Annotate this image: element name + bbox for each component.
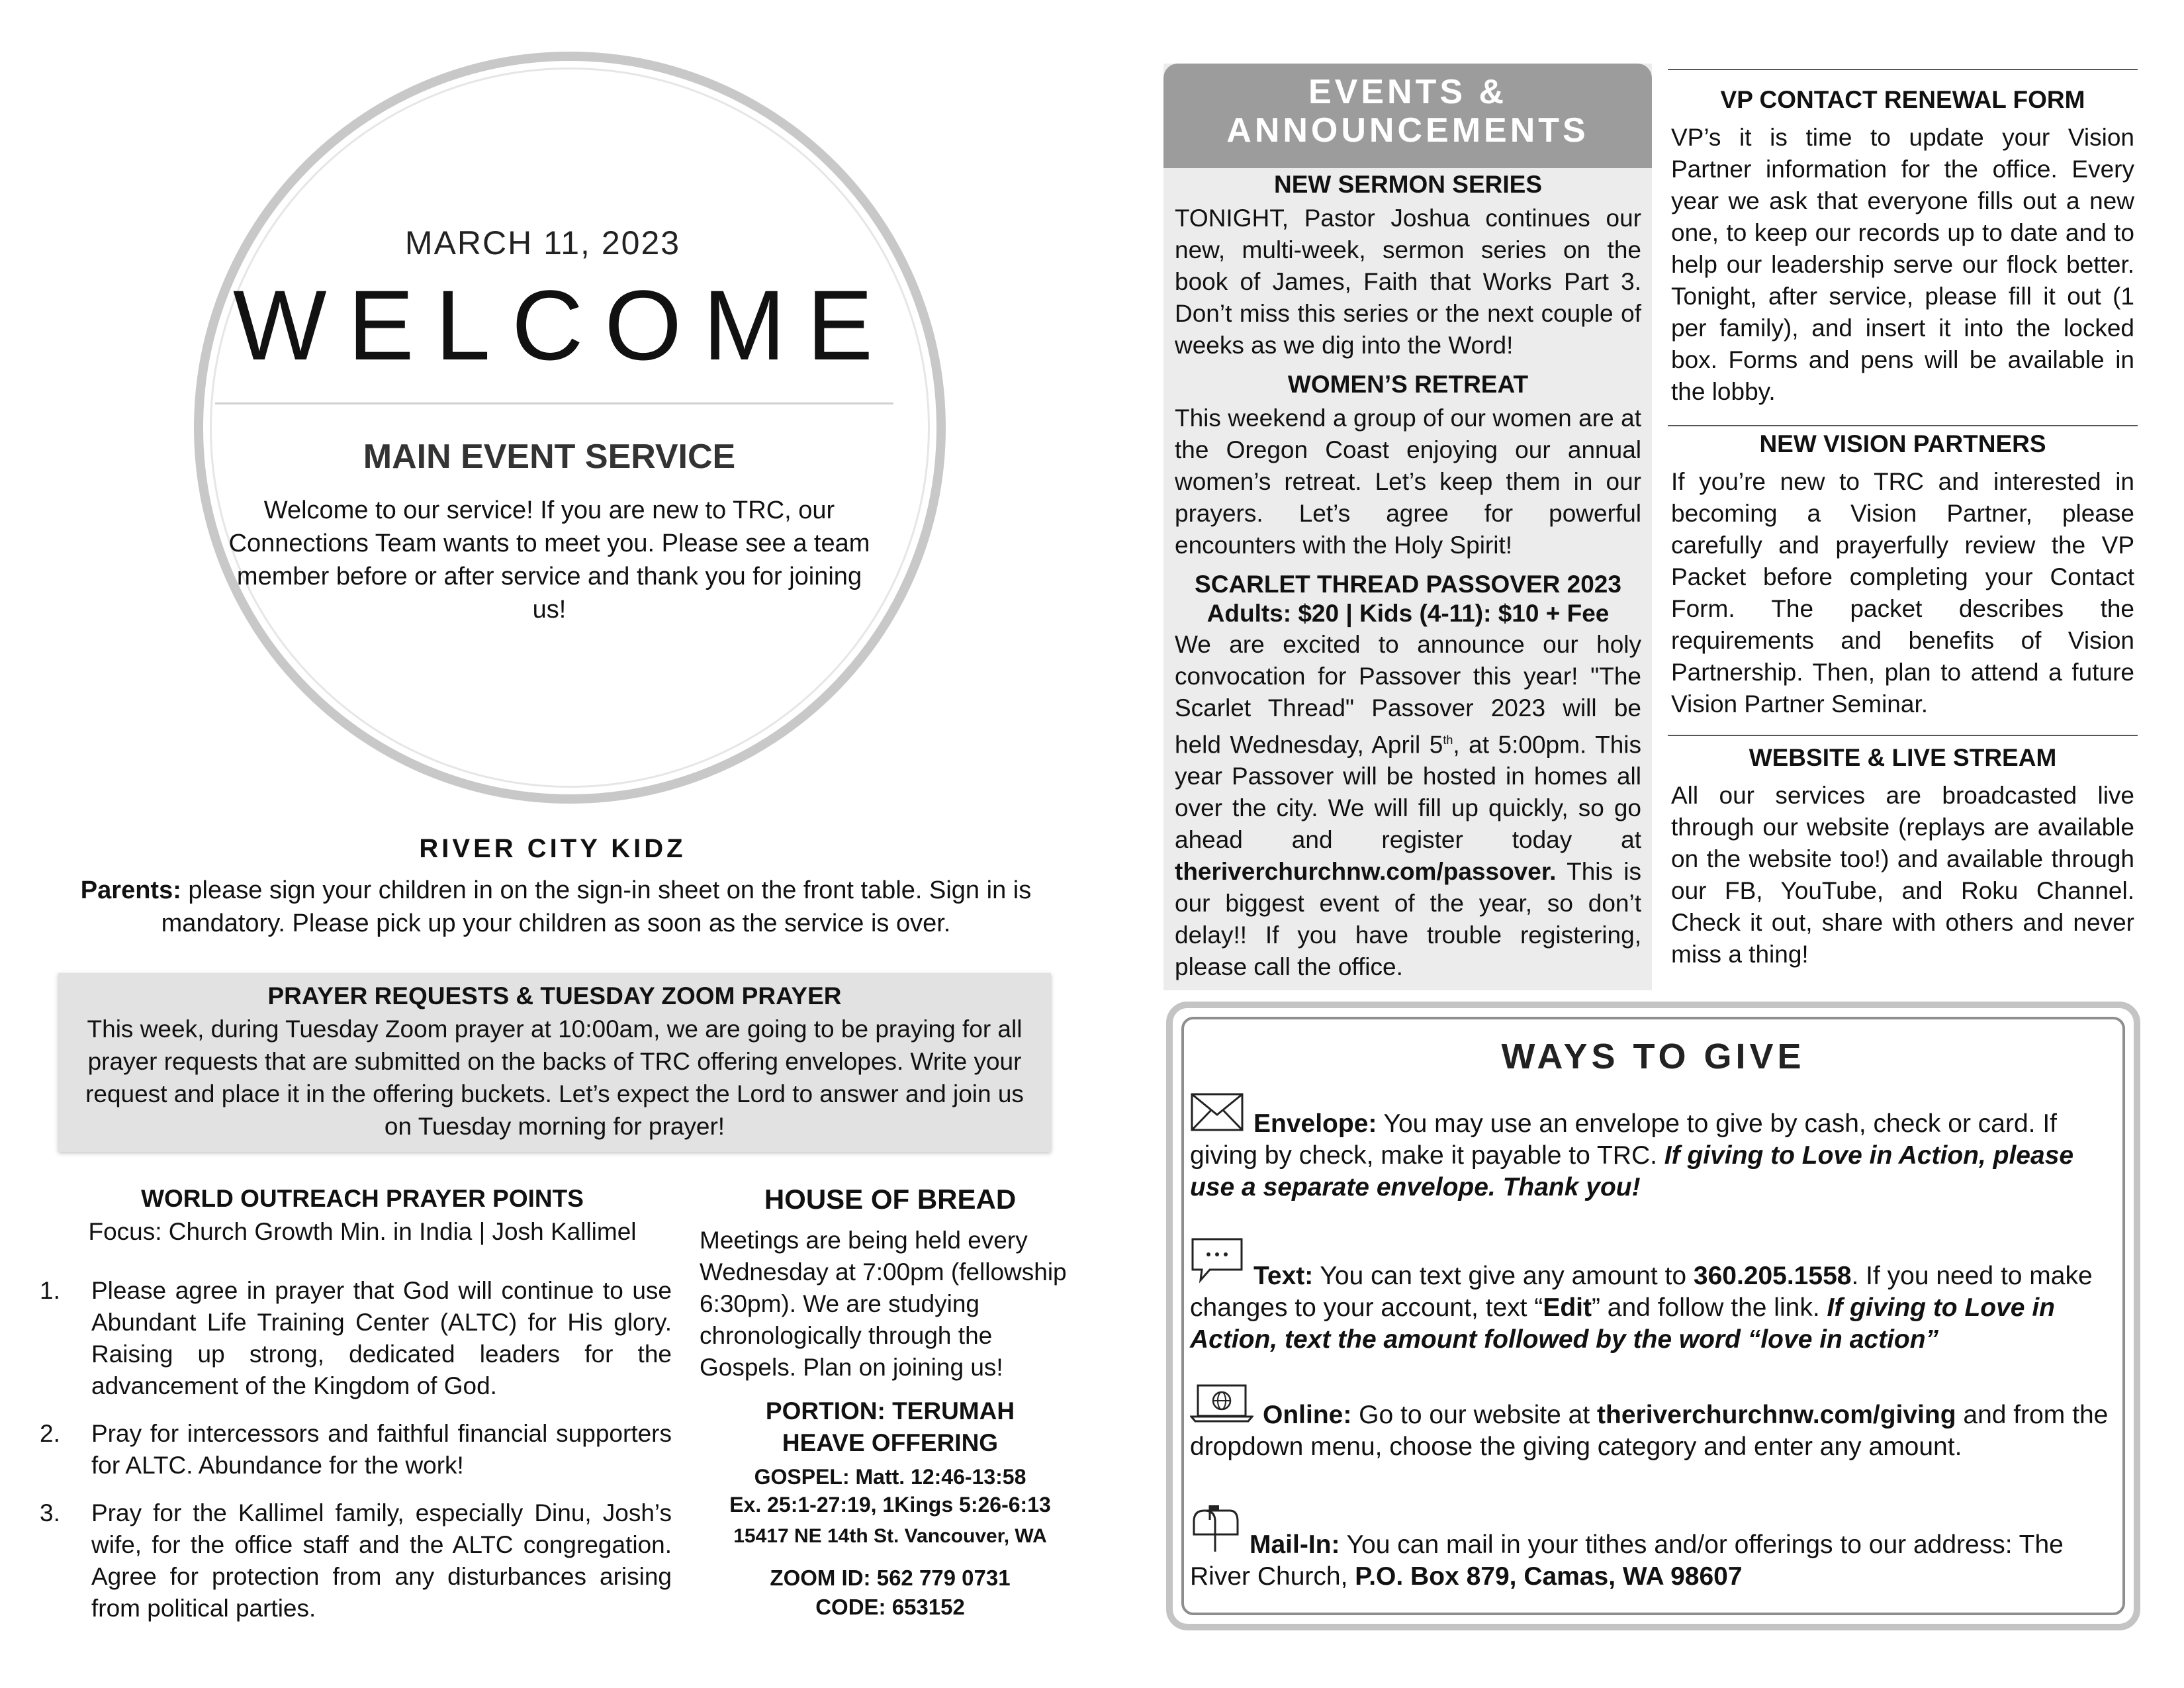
zoom-code: CODE: 653152	[815, 1595, 965, 1619]
vp-form-text: VP’s it is time to update your Vision Partner information for the office. Every year we ask that everyone fills out a new one, to keep our records up to date and to help our leadership serve our flock better. Tonight, after service, please fill it out (1 per family), and insert it into the locked box. Forms and pens will be available in the lobby.	[1671, 124, 2134, 405]
prayer-point-number: 1.	[40, 1277, 60, 1304]
website-text: All our services are broadcasted live through our website (replays are available on the website too!) and available through our FB, YouTube, and Roku Channel. Check it out, share with others and never miss a thing!	[1671, 782, 2134, 968]
text-edit-keyword: Edit	[1543, 1293, 1592, 1322]
text-italic: If giving to Love in Action, text the amount followed by the word “love in action”	[1190, 1293, 2055, 1354]
passover-link[interactable]: theriverchurchnw.com/passover.	[1175, 858, 1557, 886]
text-number: 360.205.1558	[1693, 1262, 1852, 1290]
mail-text-a: You can mail in your tithes and/or offerings to our address: The River Church,	[1190, 1530, 2064, 1591]
scripture-readings	[698, 1463, 1082, 1519]
passover-sup: th	[1443, 733, 1453, 747]
events-title-line-2: ANNOUNCEMENTS	[1226, 111, 1589, 150]
give-envelope	[1190, 1092, 2116, 1203]
sermon-title: NEW SERMON SERIES	[1274, 171, 1542, 198]
text-text-b: . If you need to make changes to your account, text “	[1190, 1262, 2093, 1322]
portion-line-2: HEAVE OFFERING	[782, 1429, 999, 1456]
torah-reading: Ex. 25:1-27:19, 1Kings 5:26-6:13	[729, 1493, 1051, 1517]
envelope-icon	[1190, 1092, 1244, 1140]
kidz-title: RIVER CITY KIDZ	[419, 834, 686, 863]
prayer-point	[40, 1497, 672, 1624]
give-mail	[1190, 1503, 2116, 1593]
online-text-a: Go to our website at	[1351, 1401, 1598, 1429]
kidz-parents-label: Parents:	[80, 876, 181, 904]
envelope-italic: If giving to Love in Action, please use a separate envelope. Thank you!	[1190, 1141, 2074, 1201]
events-title	[1163, 73, 1652, 150]
world-outreach-title: WORLD OUTREACH PRAYER POINTS	[141, 1185, 584, 1212]
passover-title: SCARLET THREAD PASSOVER 2023	[1195, 571, 1621, 598]
online-text-b: and from the dropdown menu, choose the giving category and enter any amount.	[1190, 1401, 2109, 1461]
gospel-reading: GOSPEL: Matt. 12:46-13:58	[754, 1465, 1026, 1489]
mailbox-icon	[1190, 1503, 1240, 1561]
mail-address: P.O. Box 879, Camas, WA 98607	[1355, 1562, 1743, 1591]
passover-text-c: This is our biggest event of the year, so don’t delay!! If you have trouble registering, please call the office.	[1175, 858, 1641, 981]
house-of-bread-text: Meetings are being held every Wednesday at 7:00pm (fellowship 6:30pm). We are studying chronologically through the Gospels. Plan on joining us!	[700, 1227, 1067, 1381]
prayer-text: This week, during Tuesday Zoom prayer at 10:00am, we are going to be praying for all prayer requests that are submitted on the backs of TRC offering envelopes. Write your request and place it in the offering buckets. Let’s expect the Lord to answer and join us on Tuesday morning for prayer!	[85, 1015, 1024, 1140]
text-label: Text:	[1253, 1262, 1314, 1290]
kidz-body: please sign your children in on the sign-in sheet on the front table. Sign in is mandatory. Please pick up your children as soon as the service is over.	[161, 876, 1032, 937]
house-of-bread-title: HOUSE OF BREAD	[764, 1184, 1017, 1215]
zoom-id: ZOOM ID: 562 779 0731	[770, 1566, 1011, 1590]
give-online	[1190, 1383, 2116, 1463]
passover-text	[1175, 629, 1641, 983]
world-outreach-focus: Focus: Church Growth Min. in India | Josh Kallimel	[88, 1218, 637, 1245]
chat-bubble-icon	[1190, 1237, 1244, 1292]
divider	[1668, 735, 2138, 736]
vp-form-title: VP CONTACT RENEWAL FORM	[1720, 86, 2085, 113]
new-vp-title: NEW VISION PARTNERS	[1759, 430, 2046, 457]
prayer-title: PRAYER REQUESTS & TUESDAY ZOOM PRAYER	[267, 982, 842, 1009]
retreat-title: WOMEN’S RETREAT	[1287, 371, 1529, 398]
divider	[1668, 425, 2138, 426]
welcome-circle-inner	[210, 68, 930, 788]
service-text: Welcome to our service! If you are new to TRC, our Connections Team wants to meet you. Please see a team member before or after service and thank you for joining us!	[228, 496, 870, 624]
prayer-point	[40, 1418, 672, 1481]
envelope-label: Envelope:	[1253, 1109, 1377, 1138]
kidz-text	[60, 874, 1052, 940]
online-label: Online:	[1263, 1401, 1352, 1429]
text-text-c: ” and follow the link.	[1591, 1293, 1827, 1322]
prayer-point-number: 2.	[40, 1420, 60, 1447]
passover-price: Adults: $20 | Kids (4-11): $10 + Fee	[1206, 600, 1610, 627]
prayer-point	[40, 1275, 672, 1402]
passover-text-b: , at 5:00pm. This year Passover will be hosted in homes all over the city. We will fill up quickly, so go ahead and register today at	[1175, 731, 1641, 854]
zoom-info	[698, 1564, 1082, 1622]
text-text-a: You can text give any amount to	[1313, 1262, 1694, 1290]
welcome-divider	[215, 402, 893, 404]
prayer-point-text: Please agree in prayer that God will continue to use Abundant Life Training Center (ALTC) for His glory. Raising up strong, dedicated leaders for the advancement of the Kingdom of God.	[91, 1277, 672, 1399]
prayer-point-text: Pray for the Kallimel family, especially Dinu, Josh’s wife, for the office staff and the ALTC congregation. Agree for protection from any disturbances arising from political parties.	[91, 1499, 672, 1622]
retreat-text: This weekend a group of our women are at the Oregon Coast enjoying our annual women’s retreat. Let’s keep them in our prayers. Let’s agree for powerful encounters with the Holy Spirit!	[1175, 404, 1641, 559]
events-title-line-1: EVENTS &	[1308, 73, 1508, 111]
portion	[698, 1395, 1082, 1459]
sermon-text: TONIGHT, Pastor Joshua continues our new, multi-week, sermon series on the book of James, Faith that Works Part 3. Don’t miss this series or the next couple of weeks as we dig into the Word!	[1175, 205, 1641, 359]
prayer-point-text: Pray for intercessors and faithful financial supporters for ALTC. Abundance for the work!	[91, 1420, 672, 1479]
prayer-point-number: 3.	[40, 1499, 60, 1526]
new-vp-text: If you’re new to TRC and interested in becoming a Vision Partner, please carefully and prayerfully review the VP Packet before completing your Contact Form. The packet describes the requirements and benefits of Vision Partnership. Then, plan to attend a future Vision Partner Seminar.	[1671, 468, 2134, 718]
house-of-bread-address: 15417 NE 14th St. Vancouver, WA	[733, 1525, 1047, 1547]
envelope-text: You may use an envelope to give by cash, check or card. If giving by check, make it payable to TRC.	[1190, 1109, 2057, 1170]
divider	[1668, 69, 2138, 70]
give-text	[1190, 1237, 2116, 1356]
website-title: WEBSITE & LIVE STREAM	[1749, 744, 2057, 771]
passover-text-a: We are excited to announce our holy convocation for Passover this year! "The Scarlet Thread" Passover 2023 will be held Wednesday, April 5	[1175, 631, 1641, 759]
service-date: MARCH 11, 2023	[404, 224, 681, 261]
online-link[interactable]: theriverchurchnw.com/giving	[1597, 1401, 1956, 1429]
laptop-globe-icon	[1190, 1383, 1253, 1431]
welcome-title: WELCOME	[233, 269, 895, 381]
portion-line-1: PORTION: TERUMAH	[765, 1397, 1015, 1425]
mail-label: Mail-In:	[1250, 1530, 1340, 1559]
service-title: MAIN EVENT SERVICE	[363, 438, 736, 476]
give-title: WAYS TO GIVE	[1501, 1037, 1805, 1076]
